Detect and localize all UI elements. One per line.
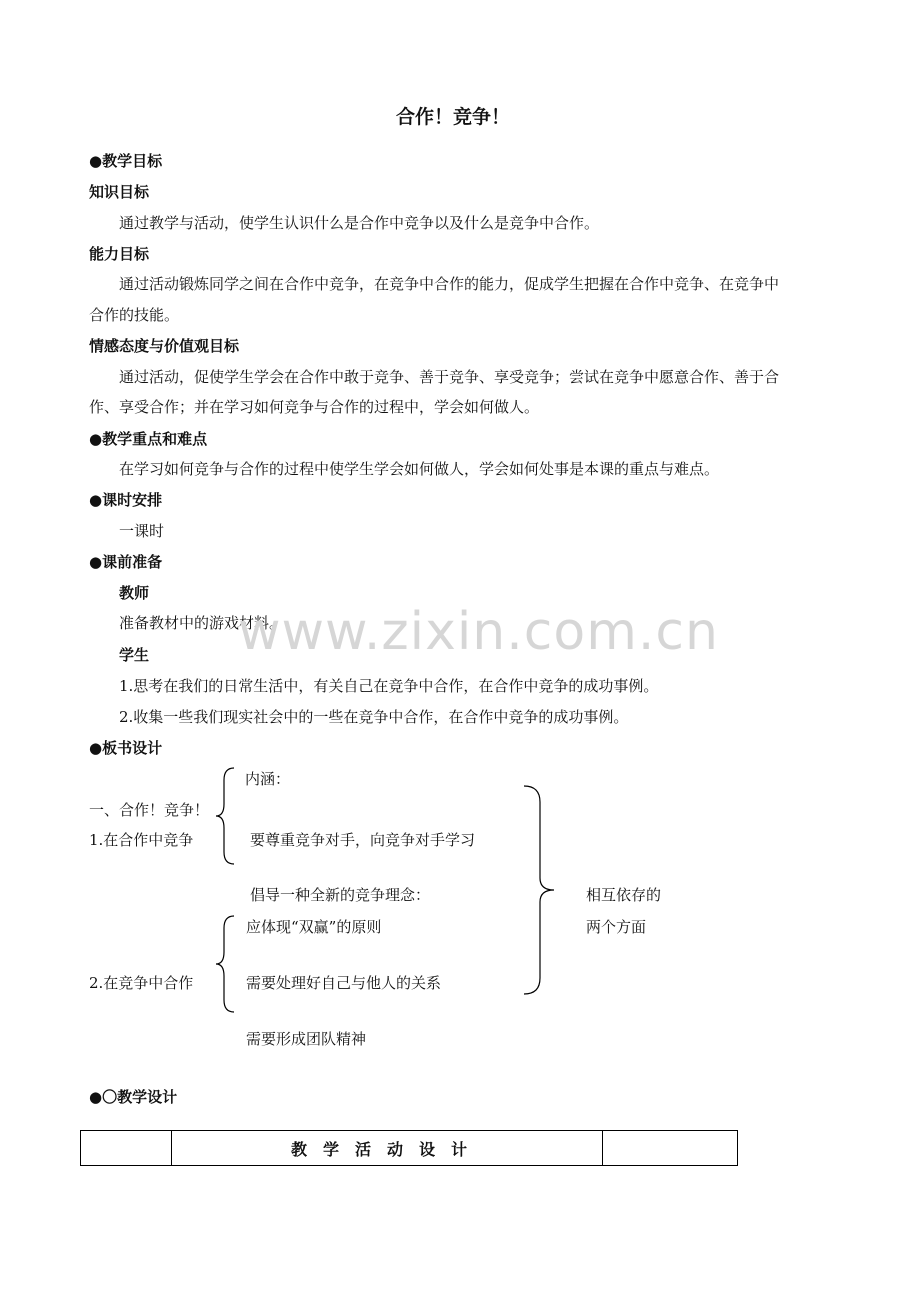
heading-key-points: ●教学重点和难点 bbox=[89, 430, 208, 448]
key-points-text: 在学习如何竞争与合作的过程中使学生学会如何做人，学会如何处事是本课的重点与难点。 bbox=[119, 460, 720, 478]
heading-teaching-goals: ●教学目标 bbox=[89, 152, 163, 170]
board-point-1-item: 要尊重竞争对手，向竞争对手学习 bbox=[250, 831, 476, 849]
board-point-2-item3: 需要形成团队精神 bbox=[246, 1030, 367, 1048]
table-header-activity-design: 教学活动设计 bbox=[172, 1131, 603, 1166]
teacher-text: 准备教材中的游戏材料。 bbox=[119, 614, 285, 632]
ability-text-line2: 合作的技能。 bbox=[89, 306, 180, 324]
table-cell-left bbox=[81, 1131, 172, 1166]
class-hours-text: 一课时 bbox=[119, 522, 165, 540]
ability-text-line1: 通过活动锻炼同学之间在合作中竞争，在竞争中合作的能力，促成学生把握在合作中竞争、在竞争中 bbox=[119, 275, 780, 293]
heading-preparation: ●课前准备 bbox=[89, 553, 163, 571]
emotion-text-line1: 通过活动，促使学生学会在合作中敢于竞争、善于竞争、享受竞争；尝试在竞争中愿意合作、善于合 bbox=[119, 368, 780, 386]
page-title: 合作！竞争！ bbox=[396, 106, 511, 128]
board-neihan: 内涵： bbox=[245, 770, 291, 788]
board-point-1: 1.在合作中竞争 bbox=[89, 831, 194, 849]
heading-student: 学生 bbox=[119, 646, 150, 664]
student-item-2: 2.收集一些我们现实社会中的一些在竞争中合作，在合作中竞争的成功事例。 bbox=[119, 708, 629, 726]
board-point-2-item2: 需要处理好自己与他人的关系 bbox=[246, 974, 442, 992]
activity-design-table bbox=[80, 1130, 738, 1166]
heading-teaching-design: ●〇教学设计 bbox=[89, 1088, 178, 1106]
knowledge-text: 通过教学与活动，使学生认识什么是合作中竞争以及什么是竞争中合作。 bbox=[119, 214, 600, 232]
heading-ability-goals: 能力目标 bbox=[89, 245, 150, 263]
right-brace bbox=[522, 784, 558, 996]
heading-emotion-goals: 情感态度与价值观目标 bbox=[89, 337, 240, 355]
heading-knowledge-goals: 知识目标 bbox=[89, 183, 150, 201]
board-title-line: 一、合作！竞争！ bbox=[89, 801, 210, 819]
heading-board-design: ●板书设计 bbox=[89, 739, 163, 757]
heading-class-hours: ●课时安排 bbox=[89, 491, 163, 509]
table-cell-right bbox=[603, 1131, 738, 1166]
heading-teacher: 教师 bbox=[119, 584, 150, 602]
left-brace-2 bbox=[214, 914, 236, 1014]
board-point-2-item1: 应体现“双赢”的原则 bbox=[246, 918, 382, 936]
board-right-line1: 相互依存的 bbox=[586, 886, 662, 904]
board-advocate: 倡导一种全新的竞争理念： bbox=[250, 886, 431, 904]
watermark: www.zixin.com.cn bbox=[238, 602, 719, 662]
left-brace-1 bbox=[214, 766, 236, 866]
student-item-1: 1.思考在我们的日常生活中，有关自己在竞争中合作，在合作中竞争的成功事例。 bbox=[119, 677, 659, 695]
board-right-line2: 两个方面 bbox=[586, 918, 647, 936]
board-point-2: 2.在竞争中合作 bbox=[89, 974, 194, 992]
emotion-text-line2: 作、享受合作；并在学习如何竞争与合作的过程中，学会如何做人。 bbox=[89, 398, 540, 416]
